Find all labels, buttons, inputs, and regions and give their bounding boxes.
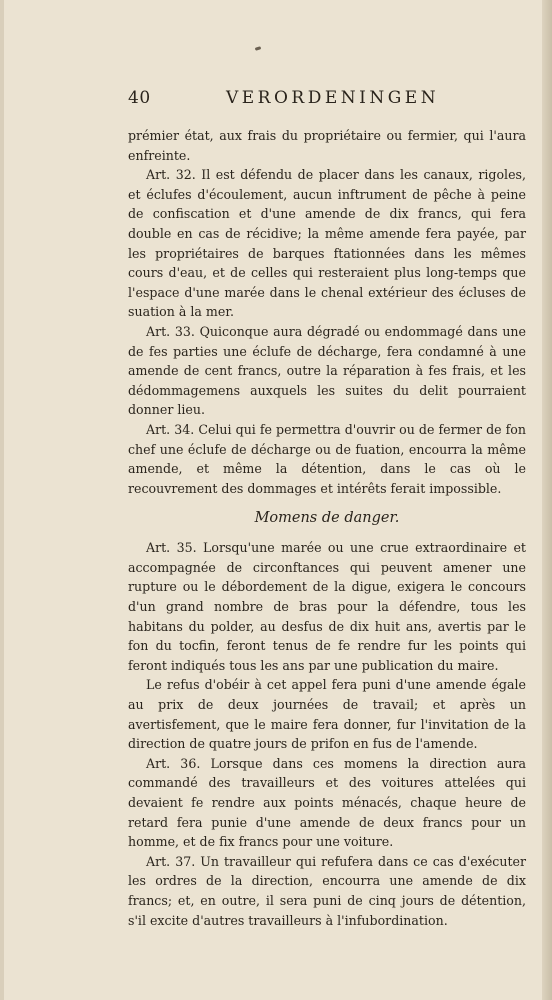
paragraph-art-35: Art. 35. Lorsqu'une marée ou une crue extraordinaire et accompagnée de circonftances qui peuvent amener une rupture ou le débordement de la digue, exigera le concours d'un grand nombre de bras pour la défendre, tous les habitans du polder, au desfus de dix huit ans, avertis par le fon du tocfin, feront tenus de fe rendre fur les points qui feront indiqués tous les ans par une publication du maire. <box>128 540 526 673</box>
paragraph-refusal: Le refus d'obéir à cet appel fera puni d'une amende égale au prix de deux journées de travail; et après un avertisfement, que le maire fera donner, fur l'invitation de la direction de quatre jours de prifon en fus de l'amende. <box>128 677 526 752</box>
page-left-edge <box>0 0 4 1000</box>
paragraph-art-32: Art. 32. Il est défendu de placer dans les canaux, rigoles, et éclufes d'écoulement, aucun inftrument de pêche à peine de confiscation et d'une amende de dix francs, qui fera double en cas de récidive; la même amende fera payée, par les propriétaires de barques ftationnées dans les mêmes cours d'eau, et de celles qui resteraient plus long-temps que l'espace d'une marée dans le chenal extérieur des écluses de suation à la mer. <box>128 167 526 320</box>
paragraph-art-36: Art. 36. Lorsque dans ces momens la direction aura commandé des travailleurs et des voitures attelées qui devaient fe rendre aux points ménacés, chaque heure de retard fera punie d'une amende de deux francs pour un homme, et de fix francs pour une voiture. <box>128 755 526 850</box>
page-right-edge <box>542 0 552 1000</box>
page-header <box>128 88 528 112</box>
paragraph-art-37: Art. 37. Un travailleur qui refufera dans ce cas d'exécuter les ordres de la direction, encourra une amende de dix francs; et, en outre, il sera puni de cinq jours de détention, s'il excite d'autres travailleurs à l'infubordination. <box>128 853 526 928</box>
section-heading: Momens de danger. <box>254 510 400 527</box>
page-number: 40 <box>128 88 151 108</box>
body-text <box>128 126 526 930</box>
paragraph-art-34: Art. 34. Celui qui fe permettra d'ouvrir ou de fermer de fon chef une éclufe de décharge ou de fuation, encourra la même amende, et même la détention, dans le cas où le recouvrement des dommages et intérêts ferait impossible. <box>128 421 526 496</box>
paragraph-art-33: Art. 33. Quiconque aura dégradé ou endommagé dans une de fes parties une éclufe de décharge, fera condamné à une amende de cent francs, outre la réparation à fes frais, et les dédommagemens auxquels les suites du delit pourraient donner lieu. <box>128 323 526 418</box>
running-head: VERORDENINGEN <box>226 88 440 108</box>
paragraph-continuation: prémier état, aux frais du propriétaire ou fermier, qui l'aura enfreinte. <box>128 128 526 163</box>
ink-speck <box>255 46 262 51</box>
